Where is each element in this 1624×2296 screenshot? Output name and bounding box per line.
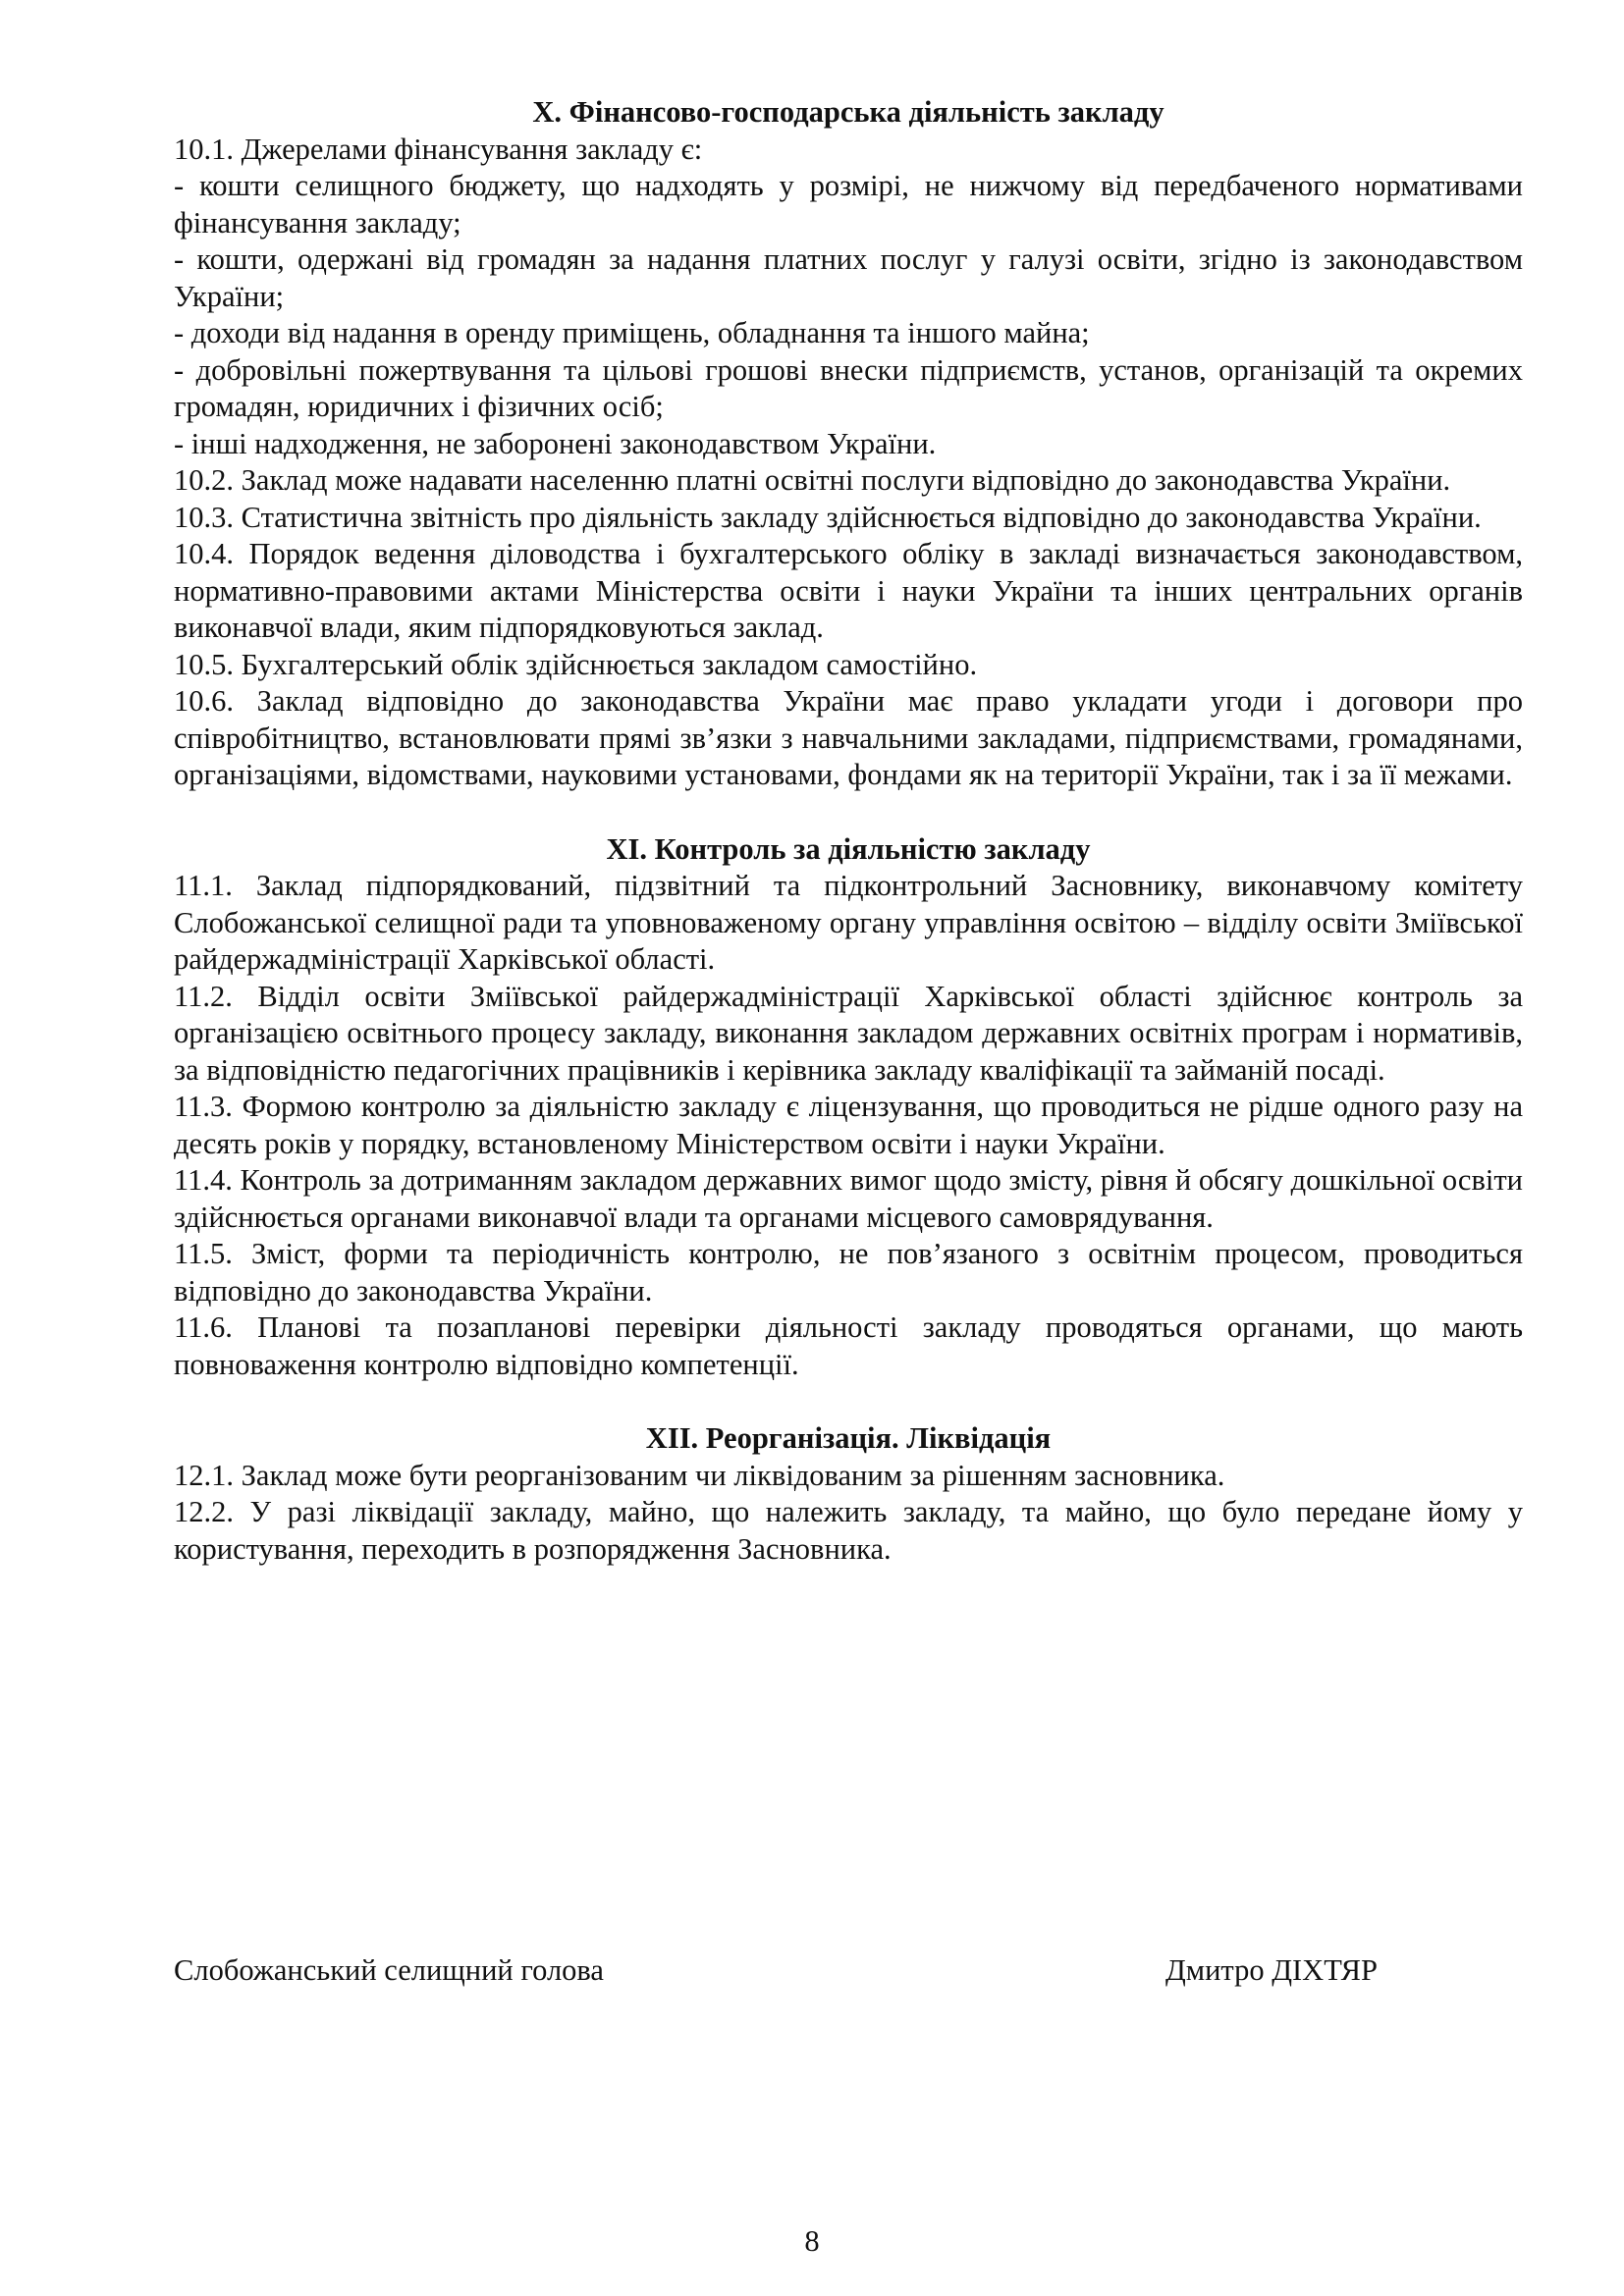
paragraph-10-6: 10.6. Заклад відповідно до законодавства України має право укладати угоди і договори про співробітництво, встановлювати прямі зв’язки з навчальними закладами, підприємствами, громадянами, організаціями, відомствами, науковими установами, фондами як на території України, так і за її межами. bbox=[174, 684, 1523, 791]
signatory-position: Слобожанський селищний голова bbox=[174, 1953, 604, 1987]
list-item-other-income: - інші надходження, не заборонені законодавством України. bbox=[174, 426, 937, 460]
list-item-paid-services-funds: - кошти, одержані від громадян за надання платних послуг у галузі освіти, згідно із законодавством України; bbox=[174, 242, 1523, 313]
list-item-donations: - добровільні пожертвування та цільові грошові внески підприємств, установ, організацій та окремих громадян, юридичних і фізичних осіб; bbox=[174, 352, 1523, 423]
section-spacer bbox=[174, 794, 1523, 831]
paragraph-10-3: 10.3. Статистична звітність про діяльність закладу здійснюється відповідно до законодавства України. bbox=[174, 500, 1482, 534]
section-spacer bbox=[174, 1383, 1523, 1420]
paragraph-10-5: 10.5. Бухгалтерський облік здійснюється закладом самостійно. bbox=[174, 647, 978, 681]
section-12-title: XII. Реорганізація. Ліквідація bbox=[645, 1421, 1052, 1455]
signature-block bbox=[174, 1952, 1378, 1990]
section-11-title: XI. Контроль за діяльністю закладу bbox=[606, 831, 1091, 866]
paragraph-12-1: 12.1. Заклад може бути реорганізованим чи ліквідованим за рішенням засновника. bbox=[174, 1458, 1225, 1492]
paragraph-11-1: 11.1. Заклад підпорядкований, підзвітний та підконтрольний Засновнику, виконавчому комітету Слобожанської селищної ради та уповноваженому органу управління освітою – відділу освіти Зміївської райдержадміністрації Харківської області. bbox=[174, 869, 1523, 976]
paragraph-10-1: 10.1. Джерелами фінансування закладу є: bbox=[174, 132, 703, 166]
paragraph-12-2: 12.2. У разі ліквідації закладу, майно, що належить закладу, та майно, що було передане йому у користування, переходить в розпорядження Засновника. bbox=[174, 1495, 1523, 1566]
paragraph-10-2: 10.2. Заклад може надавати населенню платні освітні послуги відповідно до законодавства України. bbox=[174, 463, 1451, 497]
paragraph-10-4: 10.4. Порядок ведення діловодства і бухгалтерського обліку в закладі визначається законодавством, нормативно-правовими актами Міністерства освіти і науки України та інших центральних органів виконавчої влади, яким підпорядковуються заклад. bbox=[174, 537, 1523, 644]
paragraph-11-6: 11.6. Планові та позапланові перевірки діяльності закладу проводяться органами, що мають повноваження контролю відповідно компетенції. bbox=[174, 1310, 1523, 1381]
page-number: 8 bbox=[804, 2224, 820, 2258]
list-item-rent-income: - доходи від надання в оренду приміщень, обладнання та іншого майна; bbox=[174, 316, 1090, 349]
document-body bbox=[174, 94, 1523, 1568]
section-10-title: X. Фінансово-господарська діяльність закладу bbox=[532, 95, 1164, 129]
signatory-name: Дмитро ДІХТЯР bbox=[1164, 1953, 1378, 1987]
paragraph-11-4: 11.4. Контроль за дотриманням закладом державних вимог щодо змісту, рівня й обсягу дошкільної освіти здійснюється органами виконавчої влади та органами місцевого самоврядування. bbox=[174, 1163, 1523, 1234]
paragraph-11-3: 11.3. Формою контролю за діяльністю закладу є ліцензування, що проводиться не рідше одного разу на десять років у порядку, встановленому Міністерством освіти і науки України. bbox=[174, 1090, 1523, 1160]
paragraph-11-2: 11.2. Відділ освіти Зміївської райдержадміністрації Харківської області здійснює контроль за організацією освітнього процесу закладу, виконання закладом державних освітніх програм і нормативів, за відповідністю педагогічних працівників і керівника закладу кваліфікації та займаній посаді. bbox=[174, 979, 1523, 1087]
paragraph-11-5: 11.5. Зміст, форми та періодичність контролю, не пов’язаного з освітнім процесом, проводиться відповідно до законодавства України. bbox=[174, 1237, 1523, 1308]
list-item-budget-funds: - кошти селищного бюджету, що надходять у розмірі, не нижчому від передбаченого нормативами фінансування закладу; bbox=[174, 169, 1523, 240]
